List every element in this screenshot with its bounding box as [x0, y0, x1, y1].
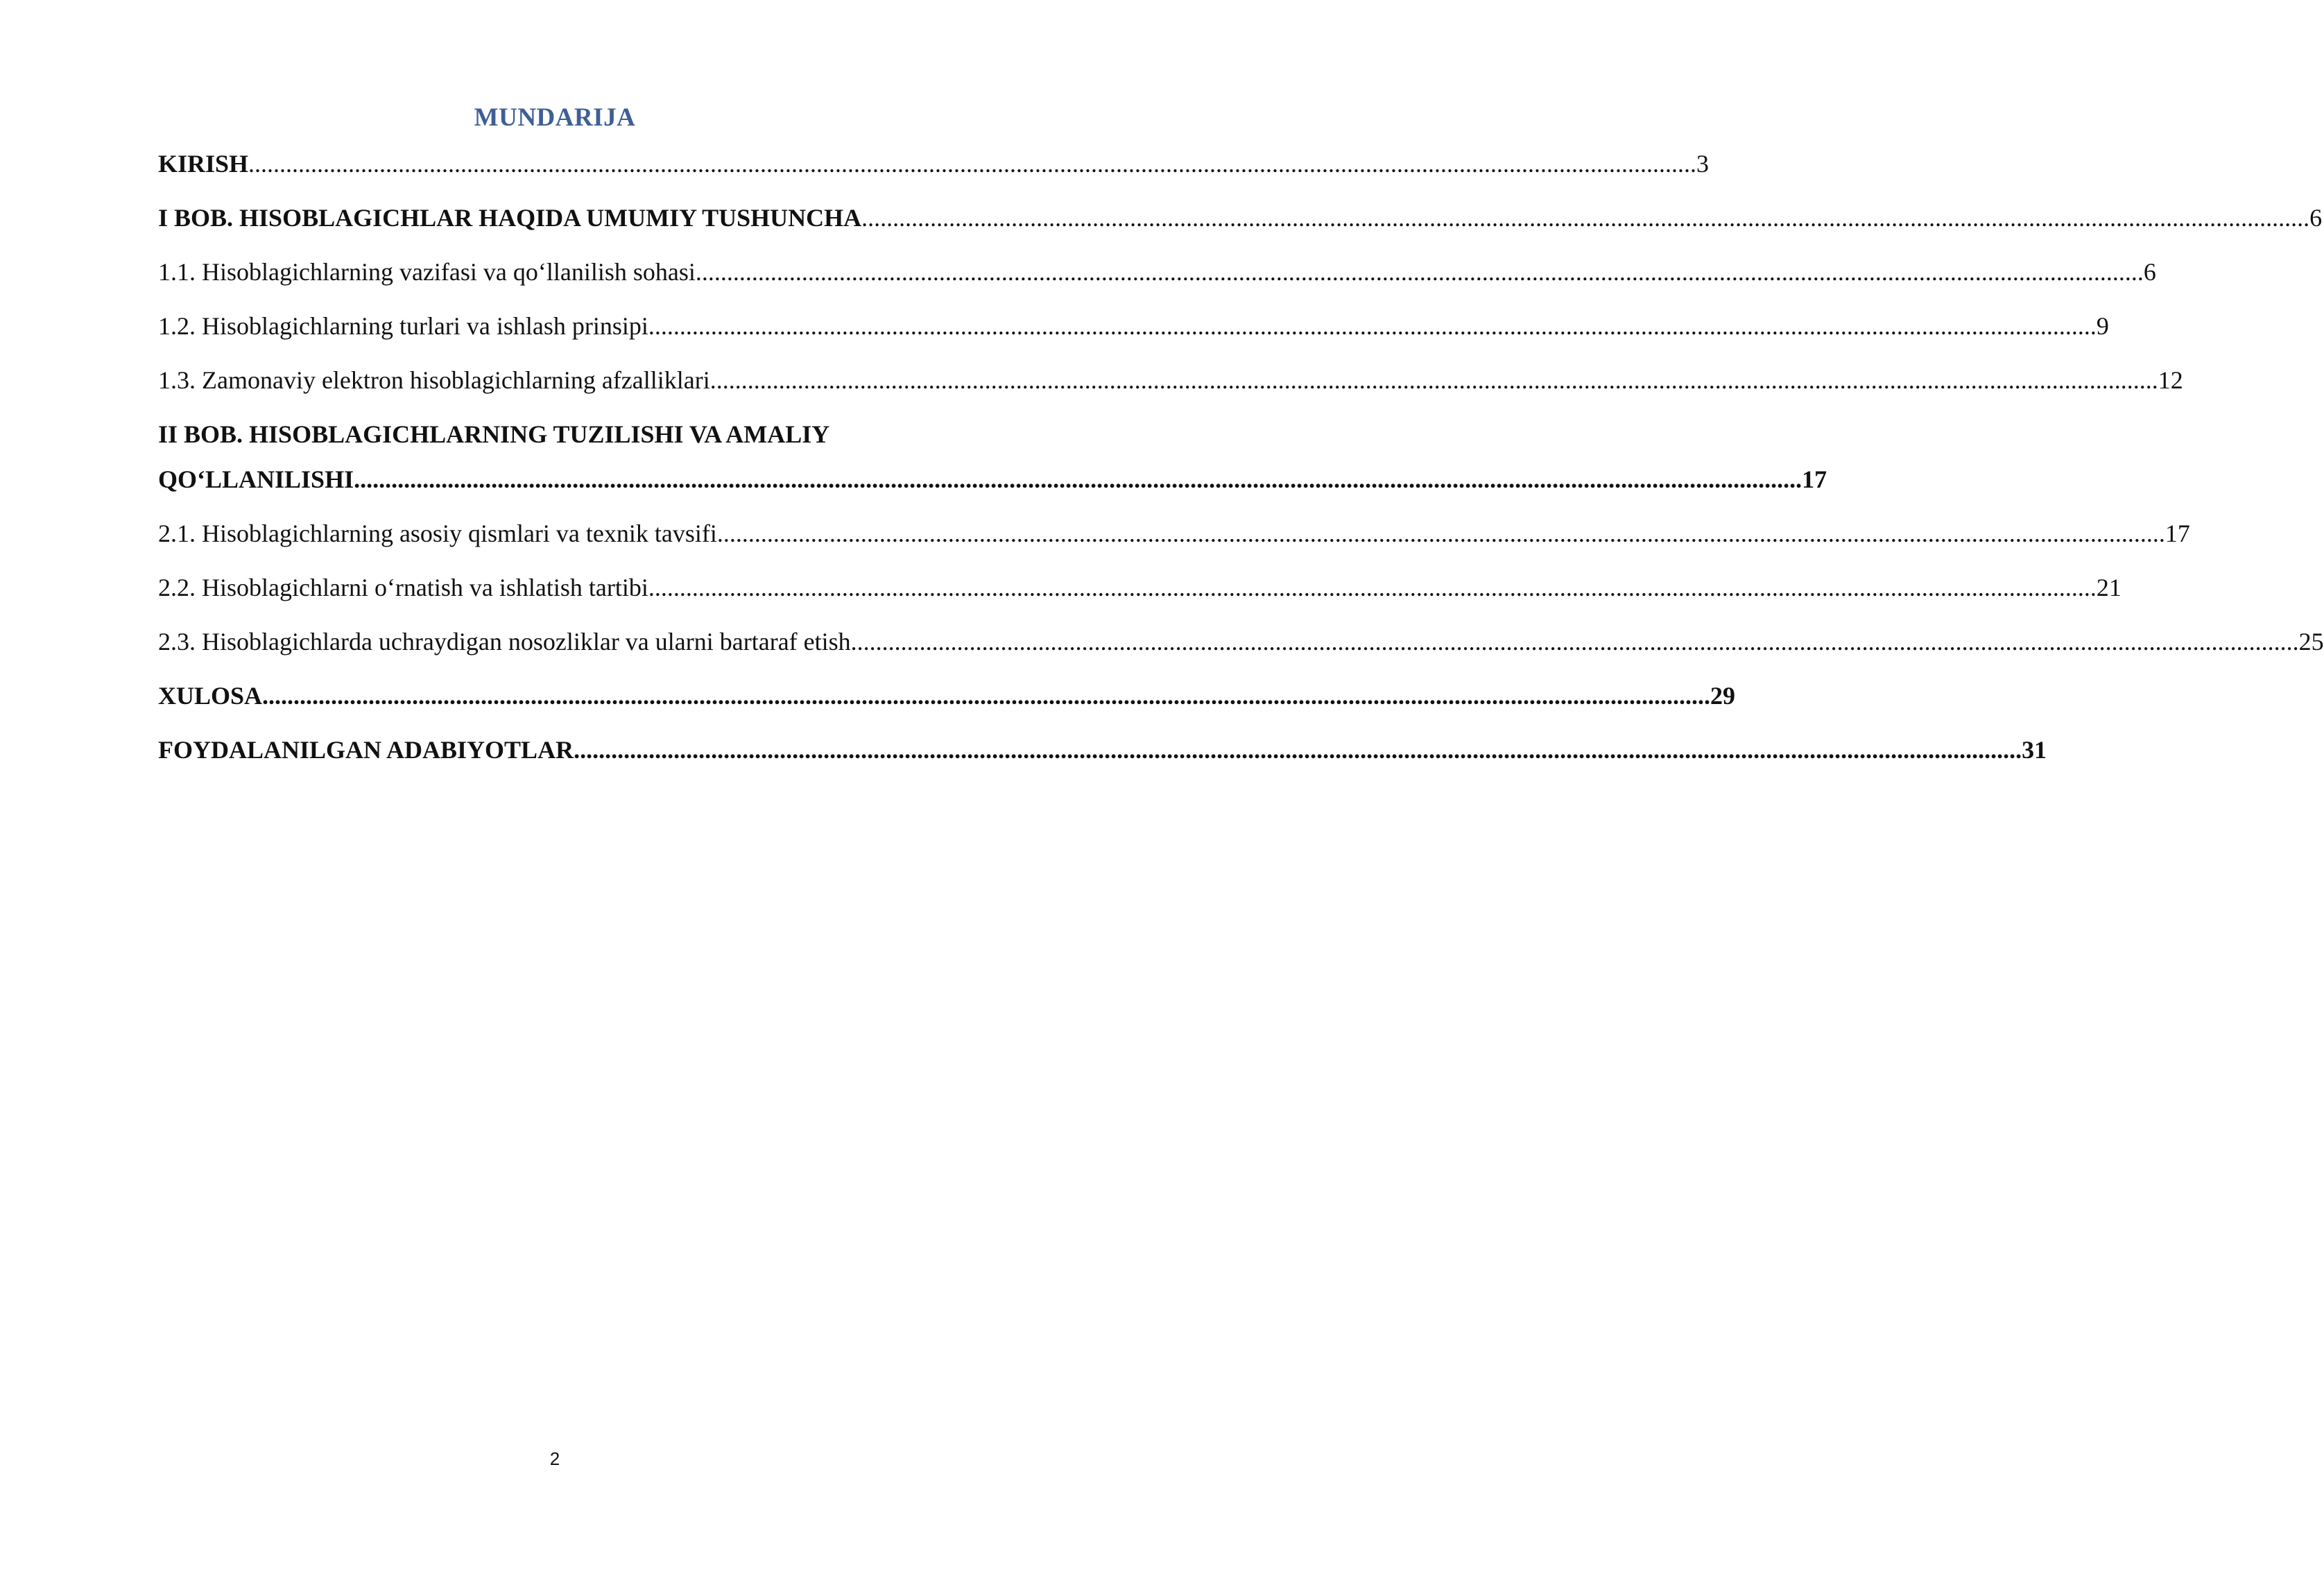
- toc-leader-dots: ........................................................................................................................................................................................................................................: [262, 682, 1711, 710]
- toc-leader-dots: ........................................................................................................................................................................................................................................: [716, 520, 2165, 547]
- toc-entry-label: 1.2. Hisoblagichlarning turlari va ishlash prinsipi: [158, 312, 648, 340]
- toc-entry-section-1-3[interactable]: [158, 362, 2183, 398]
- toc-entry-page: 29: [1710, 682, 1736, 710]
- toc-entry-xulosa[interactable]: [158, 678, 1736, 714]
- toc-entry-chapter-1[interactable]: [158, 200, 2323, 236]
- toc-entry-label: QO‘LLANILISHI: [158, 465, 354, 493]
- toc-entry-section-2-1[interactable]: [158, 515, 2190, 551]
- toc-leader-dots: ........................................................................................................................................................................................................................................: [709, 366, 2158, 394]
- toc-entry-page: 9: [2096, 312, 2109, 340]
- toc-entry-chapter-2-line1[interactable]: II BOB. HISOBLAGICHLARNING TUZILISHI VA AMALIY: [158, 420, 830, 448]
- toc-entry-section-2-2[interactable]: [158, 569, 2121, 606]
- toc-entry-page: 17: [1802, 465, 1827, 493]
- toc-entry-label: XULOSA: [158, 682, 263, 710]
- toc-entry-label: FOYDALANILGAN ADABIYOTLAR: [158, 736, 574, 764]
- toc-entry-page: 17: [2164, 520, 2190, 547]
- toc-entry-label: 2.3. Hisoblagichlarda uchraydigan nosozliklar va ularni bartaraf etish: [158, 628, 851, 655]
- toc-entry-label: 1.1. Hisoblagichlarning vazifasi va qo‘llanilish sohasi: [158, 258, 696, 286]
- toc-leader-dots: ........................................................................................................................................................................................................................................: [861, 204, 2310, 232]
- toc-entry-label: 2.1. Hisoblagichlarning asosiy qismlari va texnik tavsifi: [158, 520, 717, 547]
- toc-leader-dots: ........................................................................................................................................................................................................................................: [248, 150, 1697, 178]
- toc-leader-dots: ........................................................................................................................................................................................................................................: [648, 312, 2097, 340]
- toc-entry-section-2-3[interactable]: [158, 624, 2324, 660]
- toc-leader-dots: ........................................................................................................................................................................................................................................: [574, 736, 2022, 764]
- toc-entry-kirish[interactable]: [158, 146, 1710, 182]
- toc-entry-label: KIRISH: [158, 150, 249, 178]
- toc-entry-page: 6: [2309, 204, 2323, 232]
- toc-entry-references[interactable]: [158, 732, 2047, 768]
- toc-entry-section-1-2[interactable]: [158, 308, 2109, 344]
- toc-leader-dots: ........................................................................................................................................................................................................................................: [648, 574, 2097, 601]
- toc-leader-dots: ........................................................................................................................................................................................................................................: [850, 628, 2299, 655]
- toc-entry-page: 6: [2143, 258, 2156, 286]
- toc-entry-page: 31: [2022, 736, 2047, 764]
- toc-entry-chapter-2[interactable]: [158, 461, 1827, 497]
- page-title: MUNDARIJA: [474, 103, 636, 132]
- toc-entry-page: 12: [2158, 366, 2183, 394]
- toc-entry-label: 1.3. Zamonaviy elektron hisoblagichlarning afzalliklari: [158, 366, 710, 394]
- toc-leader-dots: ........................................................................................................................................................................................................................................: [695, 258, 2144, 286]
- toc-entry-page: 21: [2096, 574, 2121, 601]
- toc-entry-label: I BOB. HISOBLAGICHLAR HAQIDA UMUMIY TUSHUNCHA: [158, 204, 862, 232]
- toc-entry-section-1-1[interactable]: [158, 254, 2156, 290]
- toc-entry-label: 2.2. Hisoblagichlarni o‘rnatish va ishlatish tartibi: [158, 574, 648, 601]
- page-number: 2: [549, 1448, 560, 1469]
- toc-entry-page: 25: [2298, 628, 2324, 655]
- toc-leader-dots: ........................................................................................................................................................................................................................................: [354, 465, 1802, 493]
- toc-entry-page: 3: [1696, 150, 1710, 178]
